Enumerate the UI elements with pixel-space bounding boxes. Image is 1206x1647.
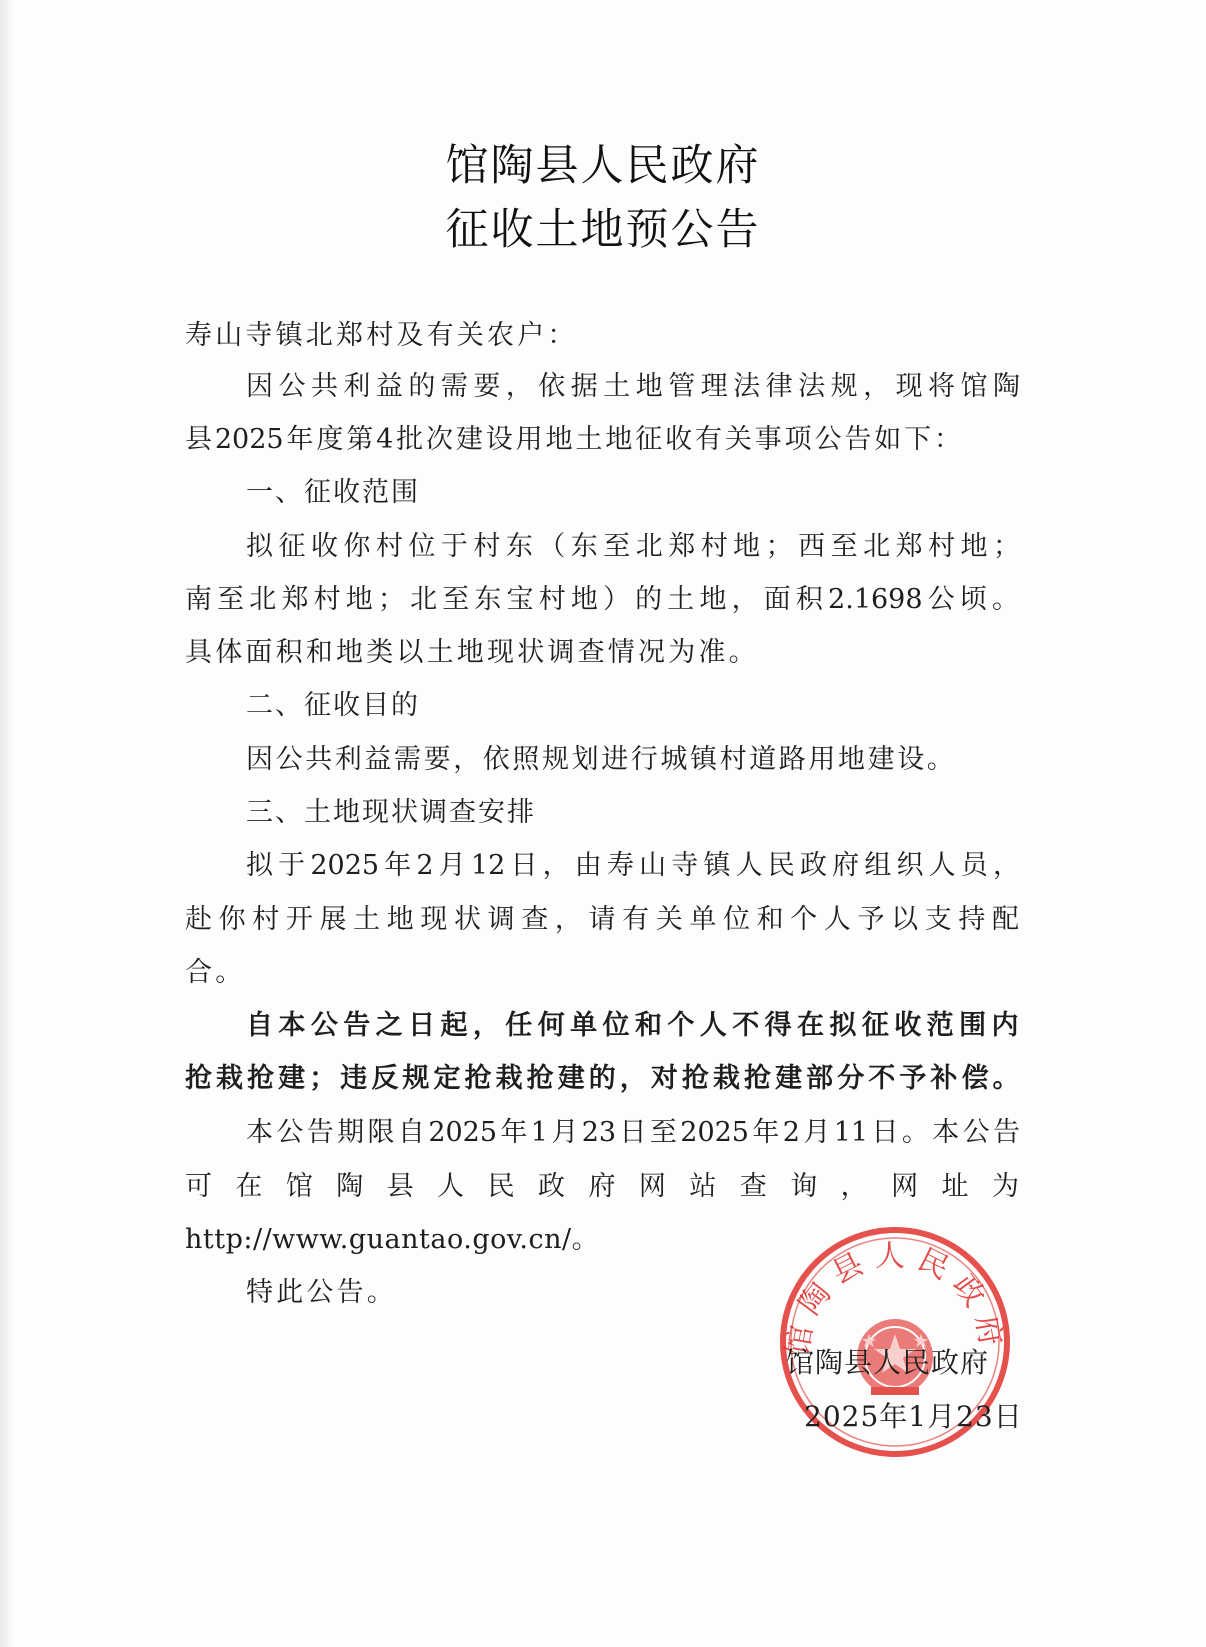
section2-line1: 因公共利益需要，依照规划进行城镇村道路用地建设。 — [246, 744, 957, 775]
section3-heading: 三、土地现状调查安排 — [246, 797, 536, 828]
warning-line2: 抢栽抢建；违反规定抢栽抢建的，对抢栽抢建部分不予补偿。 — [185, 1063, 1021, 1094]
section1-heading: 一、征收范围 — [246, 477, 420, 508]
intro-line2: 县2025年度第4批次建设用地土地征收有关事项公告如下： — [185, 424, 961, 455]
website-url: http://www.guantao.gov.cn/。 — [185, 1224, 600, 1255]
section1-line2: 南至北郑村地；北至东宝村地）的土地，面积2.1698公顷。 — [185, 584, 1019, 615]
document-title-line2: 征收土地预公告 — [445, 205, 761, 255]
section3-line2: 赴你村开展土地现状调查，请有关单位和个人予以支持配 — [185, 904, 1019, 935]
issue-date: 2025年1月23日 — [804, 1400, 1023, 1433]
section3-line3: 合。 — [185, 957, 246, 988]
intro-line1: 因公共利益的需要，依据土地管理法律法规，现将馆陶 — [246, 371, 1020, 402]
document-title-line1: 馆陶县人民政府 — [445, 141, 761, 191]
section3-line1: 拟于2025年2月12日，由寿山寺镇人民政府组织人员， — [246, 850, 1020, 881]
seal-text: 馆陶县人民政府 — [780, 1239, 1010, 1359]
period-line1: 本公告期限自2025年1月23日至2025年2月11日。本公告 — [246, 1117, 1020, 1148]
warning-line1: 自本公告之日起，任何单位和个人不得在拟征收范围内 — [246, 1010, 1020, 1041]
addressee: 寿山寺镇北郑村及有关农户： — [185, 320, 578, 351]
closing-text: 特此公告。 — [246, 1277, 397, 1308]
period-line2: 可在馆陶县人民政府网站查询，网址为 — [185, 1171, 1019, 1202]
section1-line3: 具体面积和地类以土地现状调查情况为准。 — [185, 637, 759, 668]
section2-heading: 二、征收目的 — [246, 690, 420, 721]
issuer-signature: 馆陶县人民政府 — [786, 1346, 990, 1379]
section1-line1: 拟征收你村位于村东（东至北郑村地；西至北郑村地； — [246, 531, 1020, 562]
